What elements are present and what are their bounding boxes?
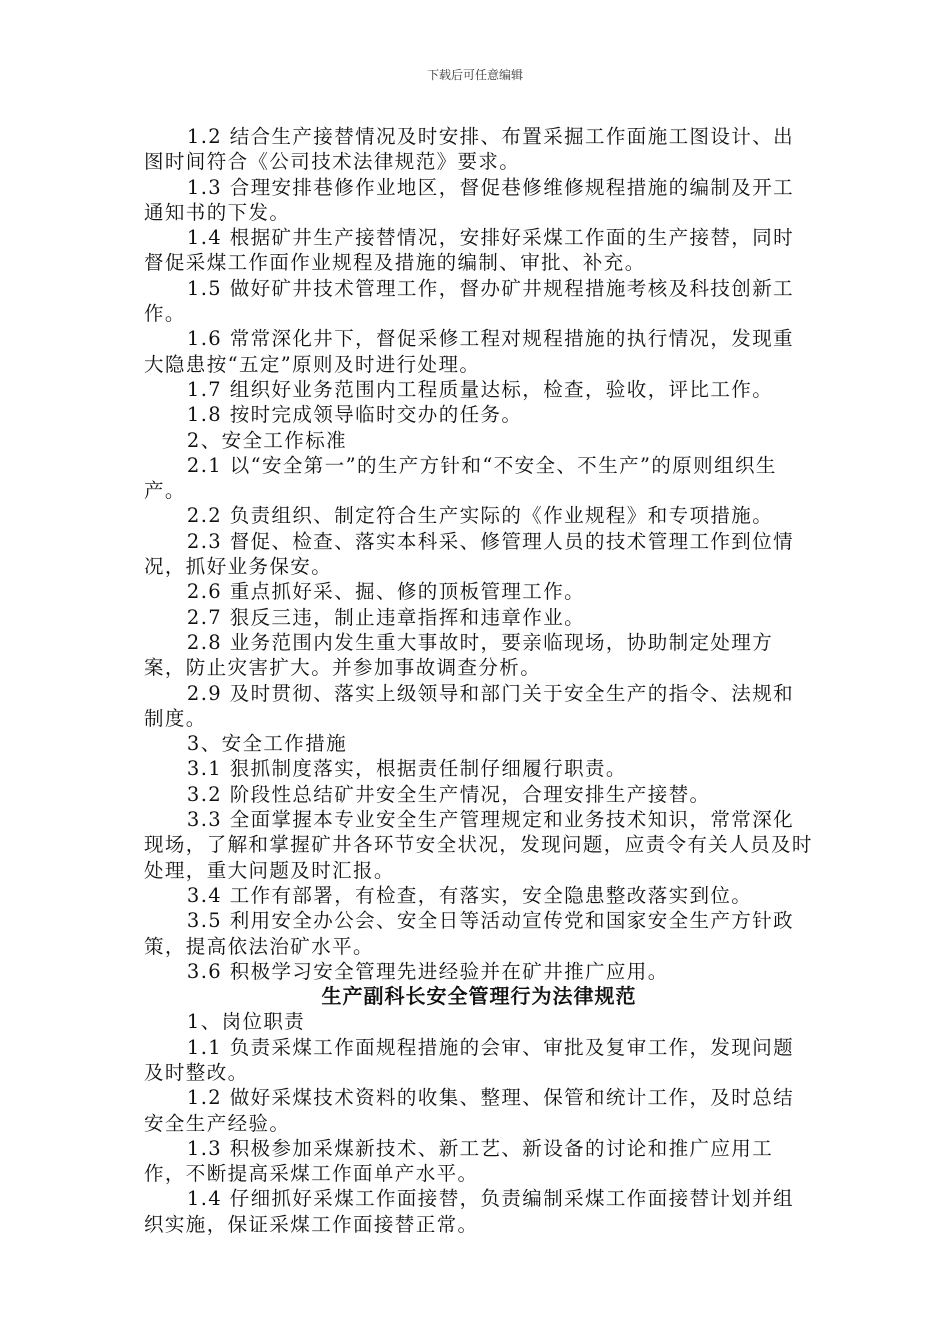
paragraph: 2.6 重点抓好采、掘、修的顶板管理工作。 — [186, 580, 586, 604]
paragraph: 3.1 狠抓制度落实，根据责任制仔细履行职责。 — [186, 757, 627, 781]
paragraph: 1.3 合理安排巷修作业地区，督促巷修维修规程措施的编制及开工通知书的下发。 — [144, 175, 795, 224]
paragraph: 2.9 及时贯彻、落实上级领导和部门关于安全生产的指令、法规和制度。 — [144, 681, 795, 730]
section-heading: 3、安全工作措施 — [186, 732, 347, 756]
paragraph: 1.3 积极参加采煤新技术、新工艺、新设备的讨论和推广应用工作，不断提高采煤工作面单产水平。 — [144, 1136, 774, 1186]
paragraph: 1.7 组织好业务范围内工程质量达标，检查，验收，评比工作。 — [186, 377, 774, 401]
paragraph: 3.2 阶段性总结矿井安全生产情况，合理安排生产接替。 — [186, 782, 711, 806]
section-heading: 1、岗位职责 — [186, 1010, 306, 1034]
page-header-note: 下载后可任意编辑 — [426, 68, 523, 82]
paragraph: 1.8 按时完成领导临时交办的任务。 — [186, 403, 523, 427]
paragraph: 3.3 全面掌握本专业安全生产管理规定和业务技术知识，常常深化现场，了解和掌握矿井各环节安全状况，发现问题，应责令有关人员及时处理，重大问题及时汇报。 — [144, 808, 813, 882]
document-body — [144, 124, 814, 1237]
paragraph: 1.6 常常深化井下，督促采修工程对规程措施的执行情况，发现重大隐患按“五定”原则及时进行处理。 — [144, 327, 795, 376]
paragraph: 3.5 利用安全办公会、安全日等活动宣传党和国家安全生产方针政策，提高依法治矿水平。 — [144, 909, 795, 958]
paragraph: 3.6 积极学习安全管理先进经验并在矿井推广应用。 — [186, 959, 669, 983]
paragraph: 1.4 仔细抓好采煤工作面接替，负责编制采煤工作面接替计划并组织实施，保证采煤工作面接替正常。 — [144, 1187, 795, 1236]
paragraph: 2.2 负责组织、制定符合生产实际的《作业规程》和专项措施。 — [186, 504, 774, 528]
paragraph: 3.4 工作有部署，有检查，有落实，安全隐患整改落实到位。 — [186, 883, 753, 907]
paragraph: 1.4 根据矿井生产接替情况，安排好采煤工作面的生产接替，同时督促采煤工作面作业规程及措施的编制、审批、补充。 — [144, 226, 795, 275]
paragraph: 1.2 结合生产接替情况及时安排、布置采掘工作面施工图设计、出图时间符合《公司技术法律规范》要求。 — [144, 125, 795, 174]
paragraph: 2.7 狠反三违，制止违章指挥和违章作业。 — [186, 605, 586, 629]
paragraph: 1.2 做好采煤技术资料的收集、整理、保管和统计工作，及时总结安全生产经验。 — [144, 1086, 795, 1135]
paragraph: 2.1 以“安全第一”的生产方针和“不安全、不生产”的原则组织生产。 — [144, 453, 777, 503]
paragraph: 1.5 做好矿井技术管理工作，督办矿井规程措施考核及科技创新工作。 — [144, 276, 795, 326]
paragraph: 2.3 督促、检查、落实本科采、修管理人员的技术管理工作到位情况，抓好业务保安。 — [144, 529, 795, 579]
section-title: 生产副科长安全管理行为法律规范 — [321, 984, 637, 1009]
paragraph: 2.8 业务范围内发生重大事故时，要亲临现场，协助制定处理方案，防止灾害扩大。并参加事故调查分析。 — [144, 630, 774, 680]
paragraph: 1.1 负责采煤工作面规程措施的会审、审批及复审工作，发现问题及时整改。 — [144, 1035, 795, 1084]
section-heading: 2、安全工作标准 — [186, 428, 347, 452]
